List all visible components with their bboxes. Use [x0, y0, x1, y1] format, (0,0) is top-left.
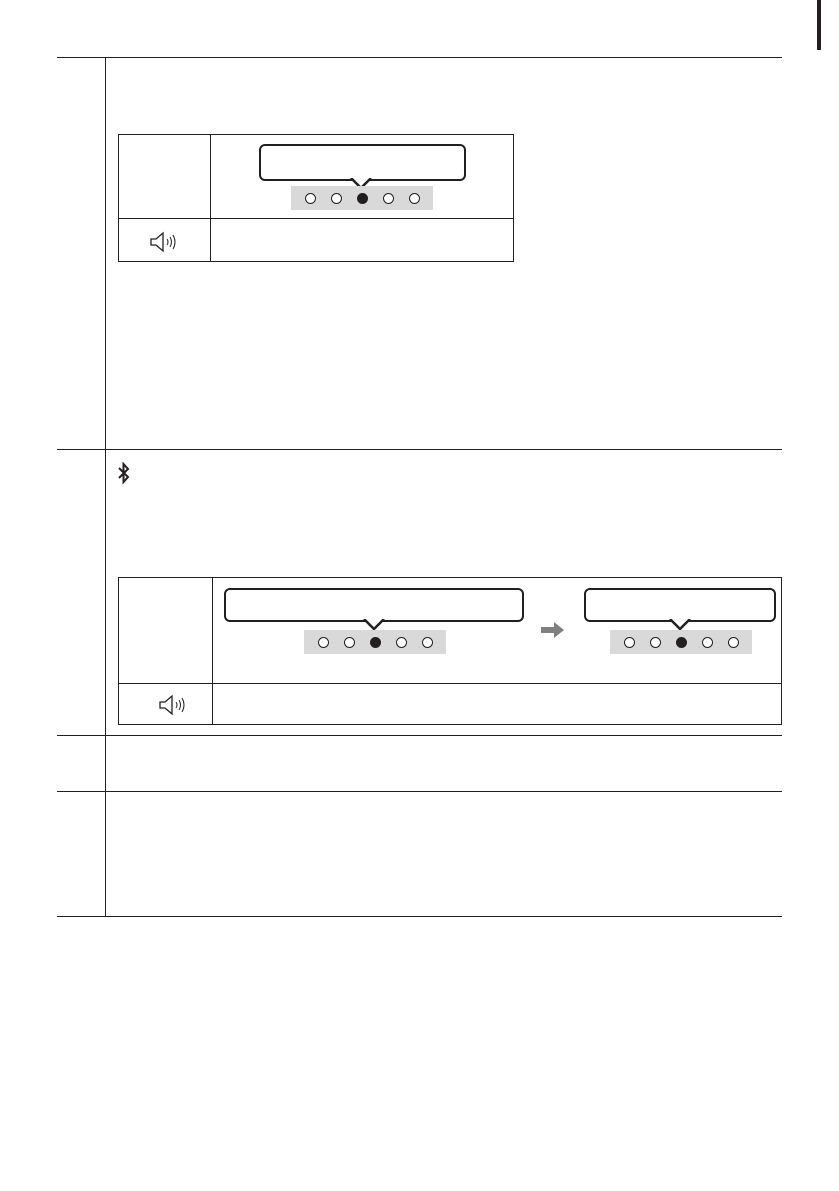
- display-bubble-before: [224, 588, 524, 622]
- table-bottom-rule: [57, 916, 782, 917]
- display-bubble: [259, 144, 466, 181]
- right-arrow-icon: [541, 622, 565, 638]
- display-bubble-after: [584, 588, 776, 622]
- led-5: [728, 637, 739, 648]
- led-2: [650, 637, 661, 648]
- bluetooth-icon: [117, 462, 131, 484]
- speaker-sound-icon: [149, 231, 181, 253]
- indicator-table-2-divider-v: [212, 578, 213, 724]
- led-4: [396, 637, 407, 648]
- led-3-on: [676, 637, 687, 648]
- led-2: [331, 193, 342, 204]
- column-divider: [105, 57, 106, 917]
- led-2: [344, 637, 355, 648]
- led-4: [383, 193, 394, 204]
- row-divider-1: [57, 449, 782, 450]
- indicator-table-1-divider-v: [210, 135, 211, 261]
- led-4: [702, 637, 713, 648]
- led-indicator-strip: [291, 186, 433, 210]
- indicator-table-2-divider-h: [119, 683, 781, 684]
- led-1: [318, 637, 329, 648]
- led-3-on: [357, 193, 368, 204]
- led-1: [624, 637, 635, 648]
- row-divider-3: [57, 791, 782, 792]
- led-5: [409, 193, 420, 204]
- indicator-table-1: [118, 134, 514, 262]
- indicator-table-1-divider-h: [119, 218, 513, 219]
- led-1: [305, 193, 316, 204]
- led-5: [422, 637, 433, 648]
- table-top-rule: [57, 57, 782, 58]
- led-indicator-strip-before: [304, 630, 446, 654]
- indicator-table-2: [118, 577, 782, 725]
- speaker-sound-icon: [158, 694, 190, 716]
- led-indicator-strip-after: [610, 630, 752, 654]
- led-3-on: [370, 637, 381, 648]
- crop-mark: [817, 0, 821, 50]
- row-divider-2: [57, 735, 782, 736]
